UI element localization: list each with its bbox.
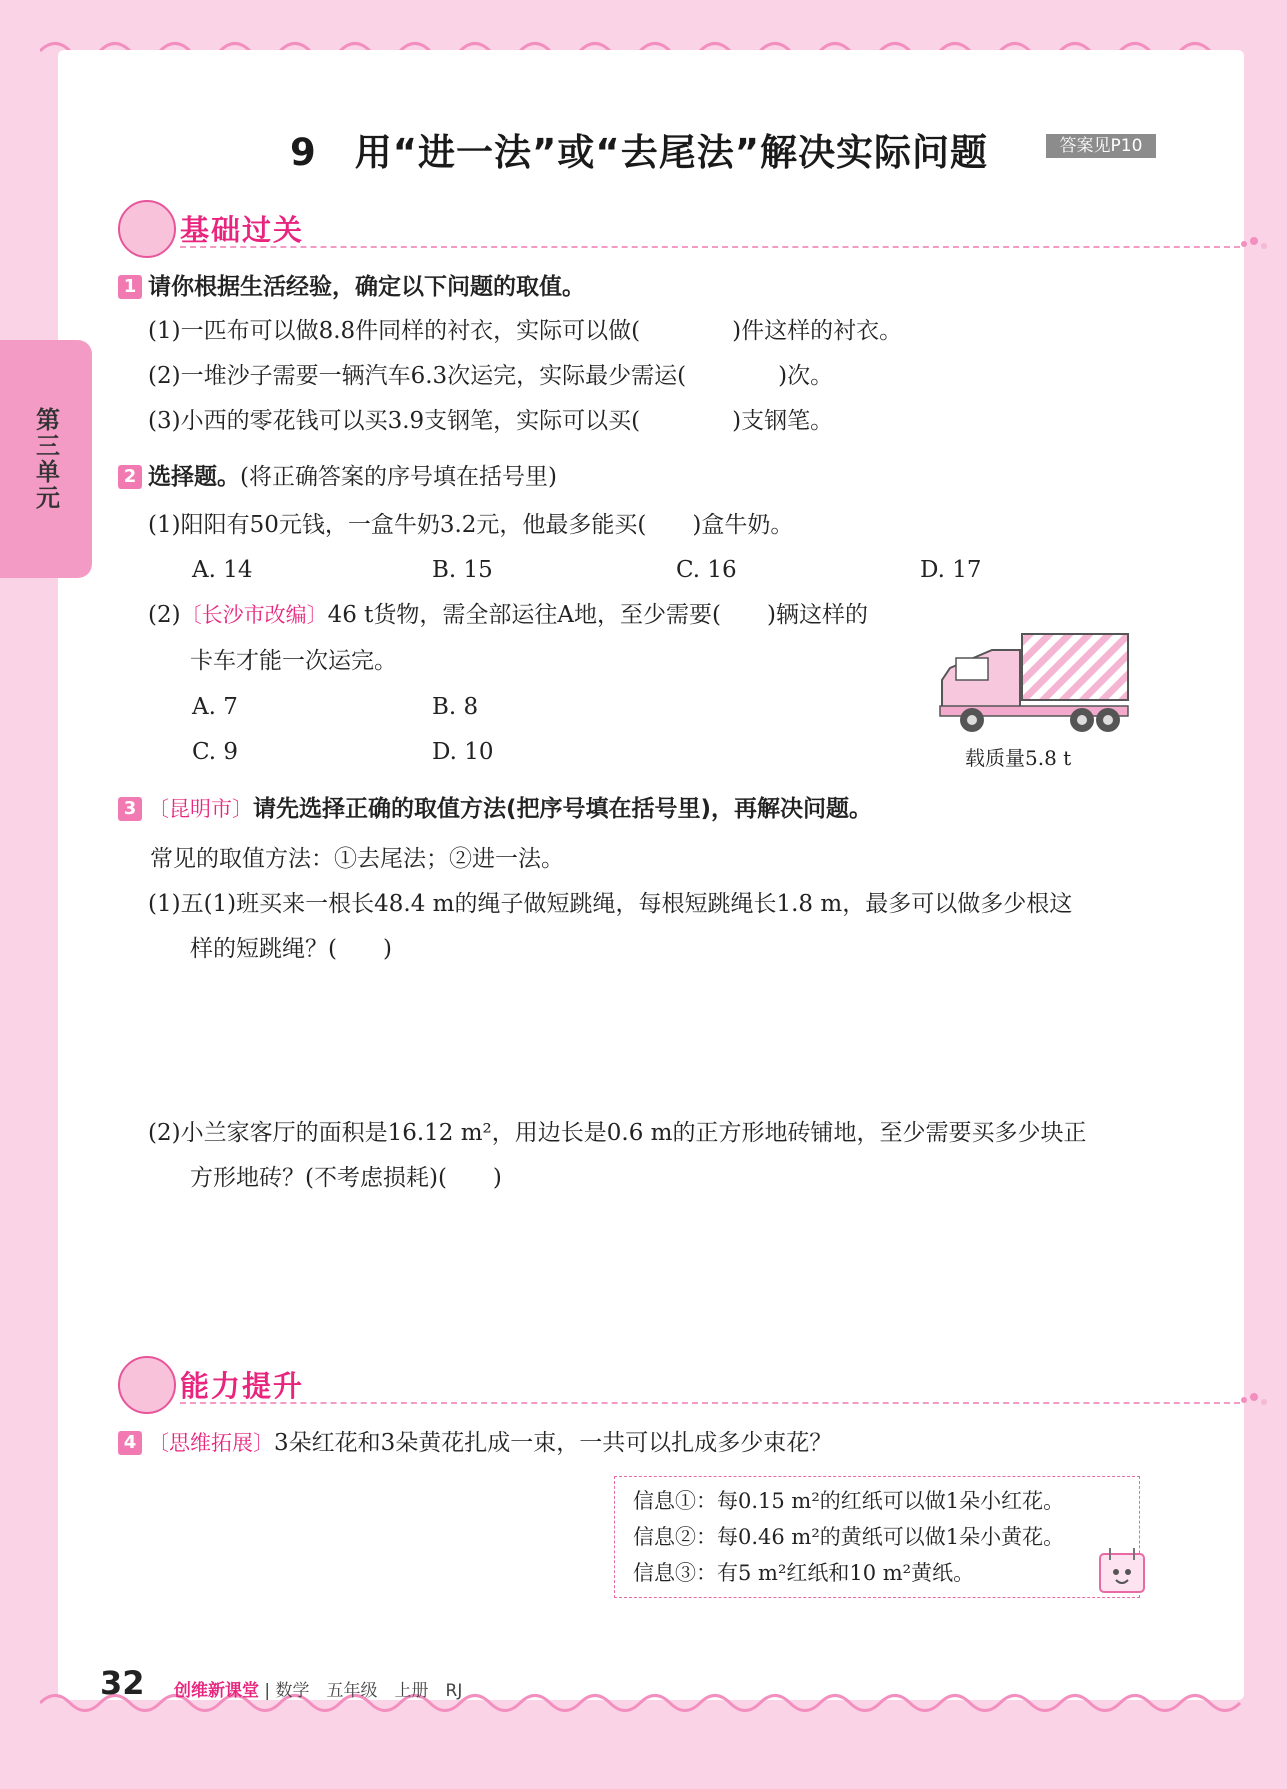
section-header-basics xyxy=(118,200,1278,256)
unit-side-tab xyxy=(0,340,92,578)
book-details: 数学 五年级 上册 RJ xyxy=(275,1681,463,1701)
question-1-item: (2)一堆沙子需要一辆汽车6.3次运完，实际最少需运( )次。 xyxy=(148,363,834,389)
option: A. 7 xyxy=(192,694,238,720)
question-1-item: (3)小西的零花钱可以买3.9支钢笔，实际可以买( )支钢笔。 xyxy=(148,408,834,434)
question-3-part-2: (2)小兰家客厅的面积是16.12 m²，用边长是0.6 m的正方形地砖铺地，至少需要买多少块正 xyxy=(148,1120,1087,1146)
question-3-part-1-line2: 样的短跳绳？( ) xyxy=(190,936,392,962)
option: A. 14 xyxy=(192,557,253,583)
question-number: 2 xyxy=(118,465,142,489)
question-1-head xyxy=(118,272,585,302)
mascot-icon xyxy=(118,200,176,258)
question-text: 3朵红花和3朵黄花扎成一束，一共可以扎成多少束花？ xyxy=(274,1430,833,1456)
info-line: 信息②：每0.46 m²的黄纸可以做1朵小黄花。 xyxy=(633,1525,1065,1549)
question-3-part-2-line2: 方形地砖？(不考虑损耗)( ) xyxy=(190,1165,502,1191)
footer-book-info xyxy=(174,1676,462,1701)
part-prefix: (2) xyxy=(148,602,181,628)
question-2-part-2 xyxy=(148,600,868,630)
brand-name: 创维新课堂 xyxy=(174,1681,259,1701)
source-tag: 〔长沙市改编〕 xyxy=(180,603,328,627)
dashed-divider xyxy=(180,246,1240,248)
question-number: 1 xyxy=(118,275,142,299)
question-1-item: (1)一匹布可以做8.8件同样的衬衣，实际可以做( )件这样的衬衣。 xyxy=(148,318,903,344)
question-4-head xyxy=(118,1428,832,1458)
question-2-part-1: (1)阳阳有50元钱，一盒牛奶3.2元，他最多能买( )盒牛奶。 xyxy=(148,512,794,538)
footer-separator: | xyxy=(259,1681,276,1701)
question-number: 4 xyxy=(118,1431,142,1455)
source-tag: 〔思维拓展〕 xyxy=(148,1431,274,1455)
question-text: 请你根据生活经验，确定以下问题的取值。 xyxy=(148,274,585,300)
option: C. 9 xyxy=(192,739,239,765)
option: B. 15 xyxy=(432,557,493,583)
answer-reference-badge: 答案见P10 xyxy=(1046,134,1156,158)
option: D. 17 xyxy=(920,557,982,583)
section-header-advanced xyxy=(118,1356,1278,1412)
question-number: 3 xyxy=(118,797,142,821)
calendar-mascot-icon xyxy=(1092,1542,1152,1600)
info-line: 信息③：有5 m²红纸和10 m²黄纸。 xyxy=(633,1561,975,1585)
section-title: 能力提升 xyxy=(180,1369,305,1403)
dots-decoration-icon xyxy=(1240,236,1270,252)
page-number: 32 xyxy=(100,1664,145,1702)
info-box xyxy=(614,1476,1140,1598)
dashed-divider xyxy=(180,1402,1240,1404)
unit-label: 第三单元 xyxy=(31,407,60,511)
question-3-methods: 常见的取值方法：①去尾法；②进一法。 xyxy=(150,846,564,872)
page-title: 9 用“进一法”或“去尾法”解决实际问题 xyxy=(290,131,989,174)
option: B. 8 xyxy=(432,694,479,720)
dots-decoration-icon xyxy=(1240,1392,1270,1408)
question-2-head xyxy=(118,462,557,492)
question-text: 选择题。 xyxy=(148,464,240,490)
question-note: (将正确答案的序号填在括号里) xyxy=(240,464,557,490)
option: D. 10 xyxy=(432,739,494,765)
question-3-head xyxy=(118,794,872,824)
question-text: 请先选择正确的取值方法(把序号填在括号里)，再解决问题。 xyxy=(253,796,873,822)
section-title: 基础过关 xyxy=(180,213,305,247)
option: C. 16 xyxy=(676,557,737,583)
part-text: 46 t货物，需全部运往A地，至少需要( )辆这样的 xyxy=(327,602,868,628)
mascot-icon xyxy=(118,1356,176,1414)
info-line: 信息①：每0.15 m²的红纸可以做1朵小红花。 xyxy=(633,1489,1065,1513)
question-3-part-1: (1)五(1)班买来一根长48.4 m的绳子做短跳绳，每根短跳绳长1.8 m，最多可以做多少根这 xyxy=(148,891,1073,917)
source-tag: 〔昆明市〕 xyxy=(148,797,253,821)
question-2-part-2-line2: 卡车才能一次运完。 xyxy=(190,648,397,674)
truck-illustration xyxy=(932,628,1132,738)
truck-caption: 载质量5.8 t xyxy=(965,746,1072,770)
